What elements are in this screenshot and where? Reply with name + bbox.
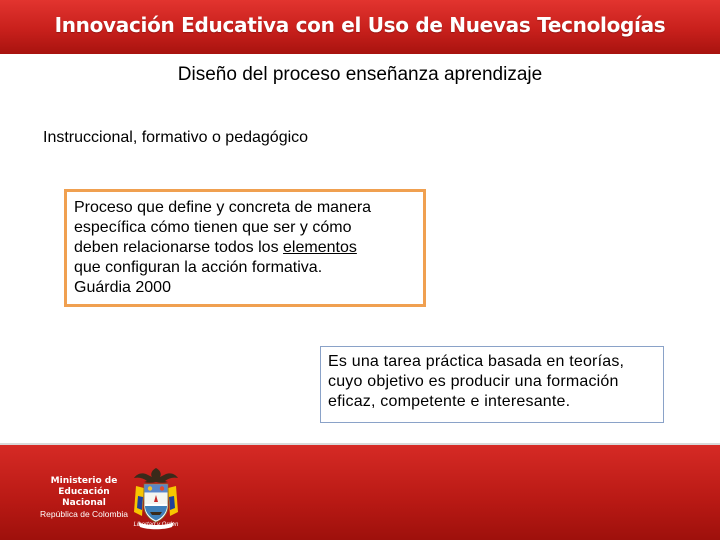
definition-line: que configuran la acción formativa.: [74, 259, 323, 276]
ministry-line: Ministerio de: [50, 476, 118, 486]
ministry-line: Educación Nacional: [58, 487, 110, 508]
note-line: Es una tarea práctica basada en teorías,: [328, 353, 625, 370]
note-box: [320, 346, 664, 423]
ministry-logo-text: [38, 476, 130, 520]
header-title: Innovación Educativa con el Uso de Nuevas Tecnologías: [54, 13, 666, 37]
note-line: eficaz, competente e interesante.: [328, 393, 571, 410]
definition-line: [74, 238, 416, 258]
definition-box: [64, 189, 426, 307]
ministry-country: República de Colombia: [40, 509, 128, 519]
note-line: cuyo objetivo es producir una formación: [328, 373, 619, 390]
definition-line: Proceso que define y concreta de manera: [74, 199, 372, 216]
slide-subtitle: Instruccional, formativo o pedagógico: [43, 129, 309, 146]
citation: Guárdia 2000: [74, 279, 171, 296]
slide-title: Diseño del proceso enseñanza aprendizaje: [177, 64, 543, 85]
crest-motto: Libertad y Orden: [133, 522, 179, 528]
definition-line: específica cómo tienen que ser y cómo: [74, 219, 352, 236]
header-bar: [0, 0, 720, 54]
elements-link[interactable]: elementos: [283, 239, 357, 256]
definition-line-text: deben relacionarse todos los: [74, 239, 284, 256]
